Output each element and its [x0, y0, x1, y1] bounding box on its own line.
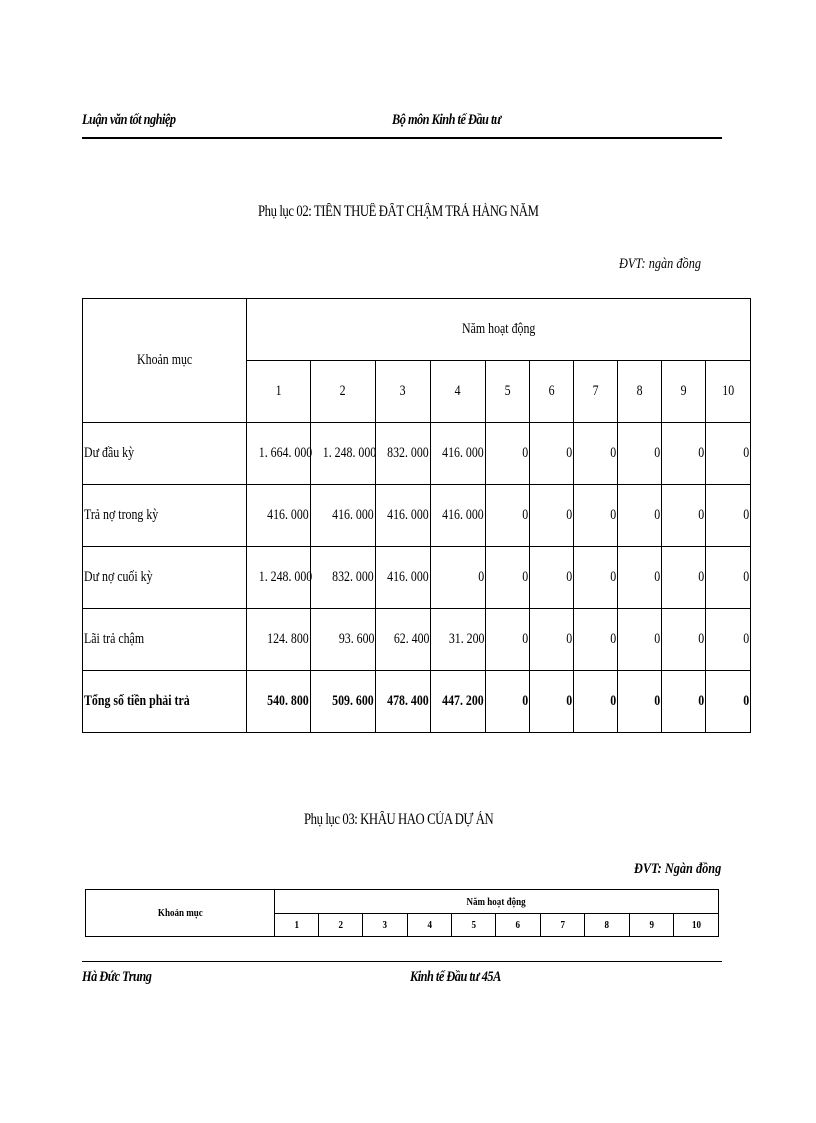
value-cell: 62. 400 [376, 609, 431, 671]
value-cell: 0 [706, 671, 751, 733]
value-cell: 31. 200 [431, 609, 486, 671]
year-header-cell: 6 [496, 914, 541, 937]
year-header-cell: 3 [376, 361, 431, 423]
value-cell: 0 [574, 547, 618, 609]
value-cell: 447. 200 [431, 671, 486, 733]
value-cell: 0 [662, 671, 706, 733]
appendix-02-title: Phụ lục 02: TIỀN THUÊ ĐẤT CHẬM TRẢ HÀNG NĂM [258, 203, 539, 220]
year-header-cell: 2 [319, 914, 363, 937]
appendix-03-unit: ĐVT: Ngàn đồng [634, 861, 722, 877]
row-label: Dư nợ cuối kỳ [83, 547, 247, 609]
column-header-years: Năm hoạt động [275, 890, 719, 914]
value-cell: 0 [662, 485, 706, 547]
row-label: Lãi trả chậm [83, 609, 247, 671]
value-cell: 832. 000 [376, 423, 431, 485]
value-cell: 416. 000 [311, 485, 376, 547]
value-cell: 0 [486, 671, 530, 733]
year-header-cell: 9 [662, 361, 706, 423]
value-cell: 0 [530, 671, 574, 733]
value-cell: 0 [486, 485, 530, 547]
year-header-cell: 4 [431, 361, 486, 423]
table-row [83, 609, 751, 671]
value-cell: 0 [486, 547, 530, 609]
value-cell: 124. 800 [247, 609, 311, 671]
table-row [83, 671, 751, 733]
year-header-cell: 10 [706, 361, 751, 423]
row-label: Trả nợ trong kỳ [83, 485, 247, 547]
value-cell: 478. 400 [376, 671, 431, 733]
value-cell: 416. 000 [431, 423, 486, 485]
year-header-cell: 7 [541, 914, 585, 937]
value-cell: 0 [662, 423, 706, 485]
year-header-cell: 9 [630, 914, 674, 937]
value-cell: 0 [530, 423, 574, 485]
value-cell: 509. 600 [311, 671, 376, 733]
table-header-row [86, 890, 719, 914]
header-thesis-label: Luận văn tốt nghiệp [82, 112, 176, 128]
value-cell: 0 [618, 609, 662, 671]
value-cell: 0 [530, 485, 574, 547]
column-header-item: Khoản mục [83, 299, 247, 423]
row-label: Tổng số tiền phải trả [83, 671, 247, 733]
row-label: Dư đầu kỳ [83, 423, 247, 485]
value-cell: 0 [530, 547, 574, 609]
value-cell: 416. 000 [431, 485, 486, 547]
value-cell: 1. 248. 000 [247, 547, 311, 609]
value-cell: 0 [706, 485, 751, 547]
year-header-cell: 8 [618, 361, 662, 423]
value-cell: 832. 000 [311, 547, 376, 609]
footer-class: Kinh tế Đầu tư 45A [410, 969, 501, 985]
footer-author: Hà Đức Trung [82, 969, 152, 985]
year-header-cell: 8 [585, 914, 630, 937]
header-rule [82, 137, 722, 139]
value-cell: 0 [431, 547, 486, 609]
value-cell: 540. 800 [247, 671, 311, 733]
value-cell: 0 [618, 547, 662, 609]
value-cell: 416. 000 [376, 547, 431, 609]
appendix-02-unit: ĐVT: ngàn đồng [619, 256, 702, 272]
table-row [83, 547, 751, 609]
table-row [83, 485, 751, 547]
header-department-label: Bộ môn Kinh tế Đầu tư [392, 112, 501, 128]
value-cell: 0 [662, 547, 706, 609]
year-header-cell: 4 [408, 914, 452, 937]
column-header-item: Khoản mục [86, 890, 275, 937]
value-cell: 0 [574, 671, 618, 733]
value-cell: 0 [662, 609, 706, 671]
year-header-cell: 6 [530, 361, 574, 423]
table-header-row [83, 299, 751, 361]
value-cell: 0 [574, 485, 618, 547]
value-cell: 416. 000 [376, 485, 431, 547]
value-cell: 416. 000 [247, 485, 311, 547]
value-cell: 0 [618, 423, 662, 485]
year-header-cell: 7 [574, 361, 618, 423]
value-cell: 0 [574, 423, 618, 485]
year-header-cell: 5 [452, 914, 496, 937]
value-cell: 0 [706, 609, 751, 671]
value-cell: 0 [486, 609, 530, 671]
appendix-03-title: Phụ lục 03: KHẤU HAO CỦA DỰ ÁN [304, 811, 494, 828]
value-cell: 0 [706, 547, 751, 609]
year-header-cell: 1 [275, 914, 319, 937]
depreciation-table [85, 889, 719, 937]
footer-rule [82, 961, 722, 962]
value-cell: 0 [706, 423, 751, 485]
value-cell: 0 [618, 485, 662, 547]
value-cell: 0 [486, 423, 530, 485]
year-header-cell: 3 [363, 914, 408, 937]
year-header-cell: 1 [247, 361, 311, 423]
table-row [83, 423, 751, 485]
value-cell: 0 [530, 609, 574, 671]
year-header-cell: 2 [311, 361, 376, 423]
value-cell: 0 [574, 609, 618, 671]
year-header-cell: 5 [486, 361, 530, 423]
column-header-years: Năm hoạt động [247, 299, 751, 361]
year-header-cell: 10 [674, 914, 719, 937]
value-cell: 1. 248. 000 [311, 423, 376, 485]
rent-payment-table [82, 298, 751, 733]
value-cell: 1. 664. 000 [247, 423, 311, 485]
value-cell: 0 [618, 671, 662, 733]
value-cell: 93. 600 [311, 609, 376, 671]
